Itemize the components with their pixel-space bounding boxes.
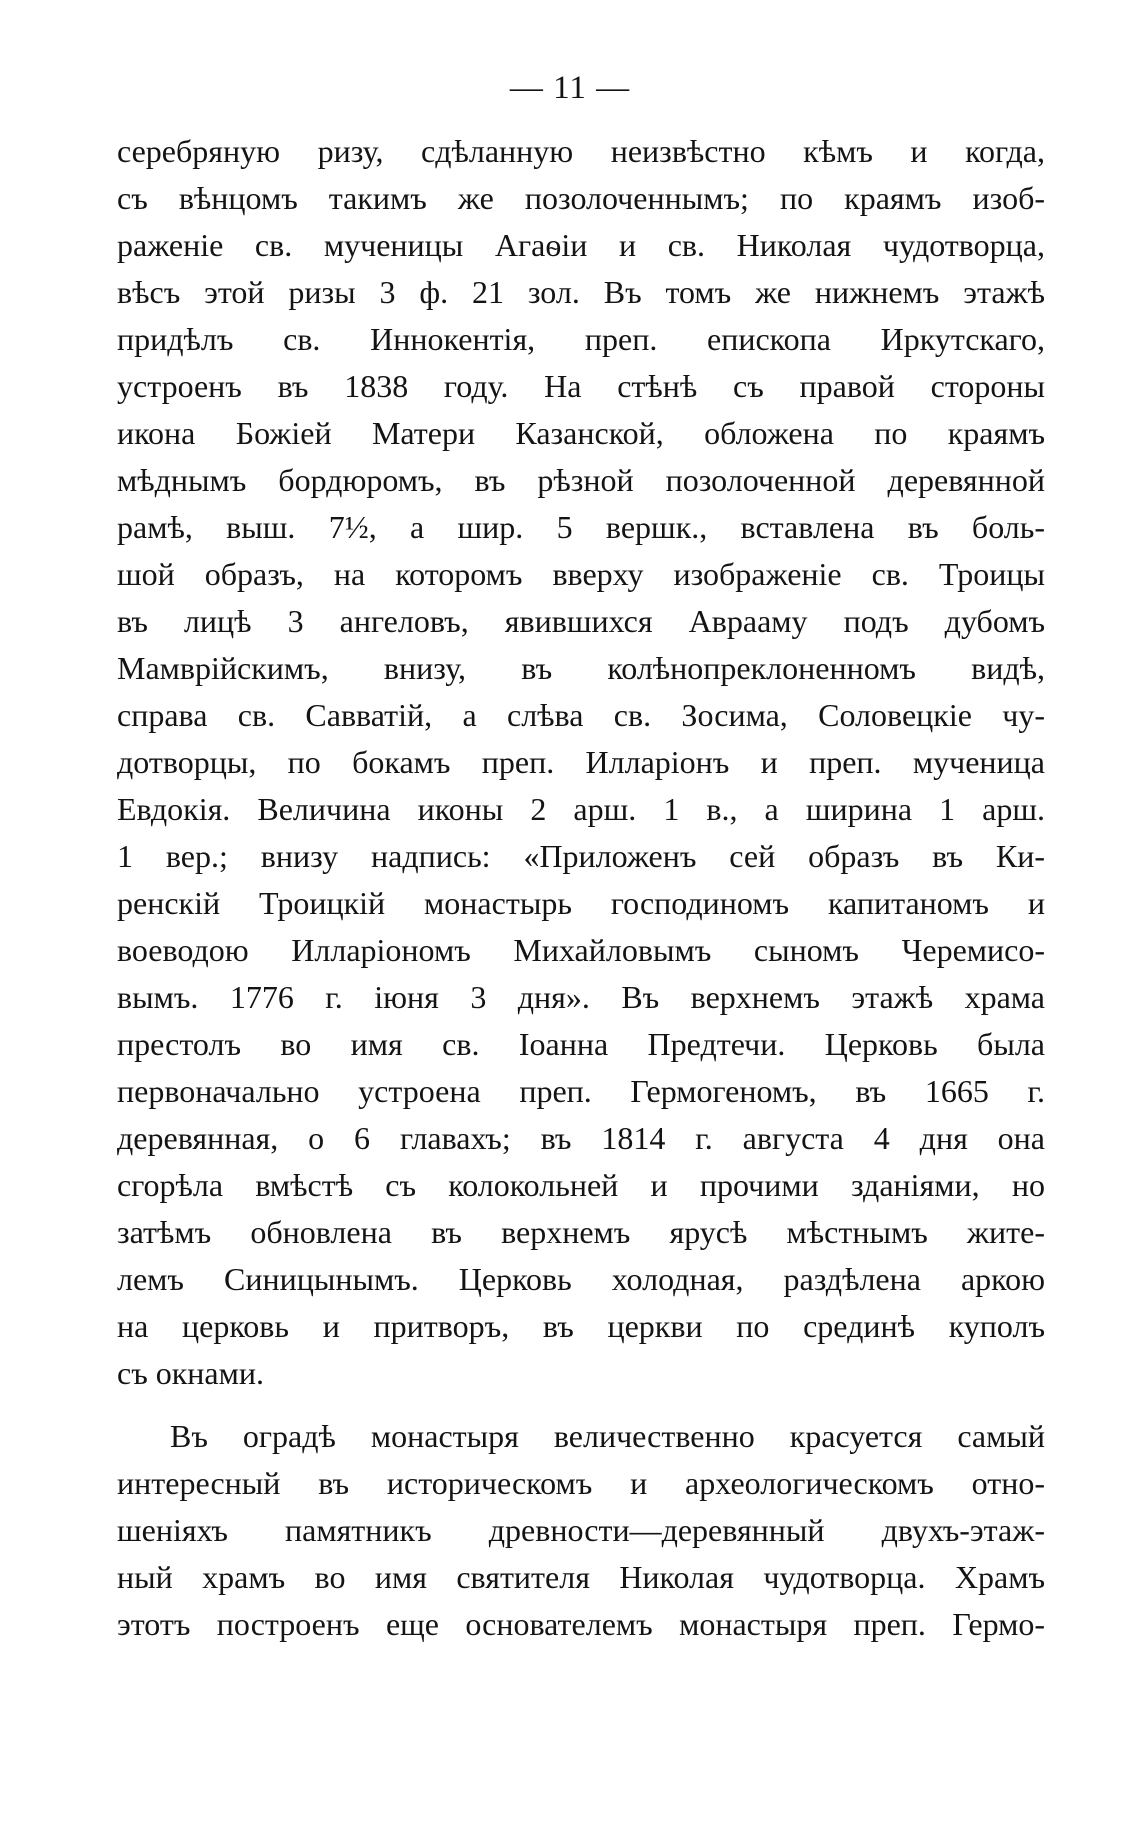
text-line: 1 вер.; внизу надпись: «Приложенъ сей образъ въ Ки- <box>117 838 1045 874</box>
text-line: ный храмъ во имя святителя Николая чудотворца. Храмъ <box>117 1559 1045 1595</box>
text-line: раженіе св. мученицы Агаѳіи и св. Николая чудотворца, <box>117 227 1045 263</box>
text-line: дотворцы, по бокамъ преп. Илларіонъ и преп. мученица <box>117 744 1045 780</box>
text-line: затѣмъ обновлена въ верхнемъ ярусѣ мѣстнымъ жите- <box>117 1214 1045 1250</box>
text-line: интересный въ историческомъ и археологическомъ отно- <box>117 1465 1045 1501</box>
text-line: вымъ. 1776 г. іюня 3 дня». Въ верхнемъ этажѣ храма <box>117 979 1045 1015</box>
text-line: устроенъ въ 1838 году. На стѣнѣ съ правой стороны <box>117 368 1045 404</box>
text-line: на церковь и притворъ, въ церкви по срединѣ куполъ <box>117 1308 1045 1344</box>
text-line: сгорѣла вмѣстѣ съ колокольней и прочими зданіями, но <box>117 1167 1045 1203</box>
paragraph-gap <box>117 1397 1045 1413</box>
text-line: лемъ Синицынымъ. Церковь холодная, раздѣлена аркою <box>117 1261 1045 1297</box>
text-line: вѣсъ этой ризы 3 ф. 21 зол. Въ томъ же нижнемъ этажѣ <box>117 274 1045 310</box>
text-line: ренскій Троицкій монастырь господиномъ капитаномъ и <box>117 885 1045 921</box>
text-line: престолъ во имя св. Іоанна Предтечи. Церковь была <box>117 1026 1045 1062</box>
text-line: шеніяхъ памятникъ древности—деревянный двухъ-этаж- <box>117 1512 1045 1548</box>
text-line: мѣднымъ бордюромъ, въ рѣзной позолоченной деревянной <box>117 462 1045 498</box>
text-line: шой образъ, на которомъ вверху изображеніе св. Троицы <box>117 556 1045 592</box>
text-line: серебряную ризу, сдѣланную неизвѣстно кѣмъ и когда, <box>117 133 1045 169</box>
paragraph <box>117 1413 1045 1648</box>
text-line: икона Божіей Матери Казанской, обложена по краямъ <box>117 415 1045 451</box>
text-line: Мамврійскимъ, внизу, въ колѣнопреклоненномъ видѣ, <box>117 650 1045 686</box>
text-line: воеводою Илларіономъ Михайловымъ сыномъ Черемисо- <box>117 932 1045 968</box>
text-line: Евдокія. Величина иконы 2 арш. 1 в., а ширина 1 арш. <box>117 791 1045 827</box>
text-line: первоначально устроена преп. Гермогеномъ, въ 1665 г. <box>117 1073 1045 1109</box>
text-line: придѣлъ св. Иннокентія, преп. епископа Иркутскаго, <box>117 321 1045 357</box>
text-line: въ лицѣ 3 ангеловъ, явившихся Аврааму подъ дубомъ <box>117 603 1045 639</box>
text-line: деревянная, о 6 главахъ; въ 1814 г. августа 4 дня она <box>117 1120 1045 1156</box>
text-line: этотъ построенъ еще основателемъ монастыря преп. Гермо- <box>117 1606 1045 1642</box>
text-line: съ вѣнцомъ такимъ же позолоченнымъ; по краямъ изоб- <box>117 180 1045 216</box>
paragraph <box>117 128 1045 1397</box>
body-text <box>117 128 1045 1648</box>
text-line: Въ оградѣ монастыря величественно красуется самый <box>170 1418 1045 1454</box>
page-number: — 11 — <box>509 70 631 106</box>
text-line: рамѣ, выш. 7½, а шир. 5 вершк., вставлена въ боль- <box>117 509 1045 545</box>
text-line: справа св. Савватій, а слѣва св. Зосима, Соловецкіе чу- <box>117 697 1045 733</box>
text-line: съ окнами. <box>117 1355 264 1391</box>
